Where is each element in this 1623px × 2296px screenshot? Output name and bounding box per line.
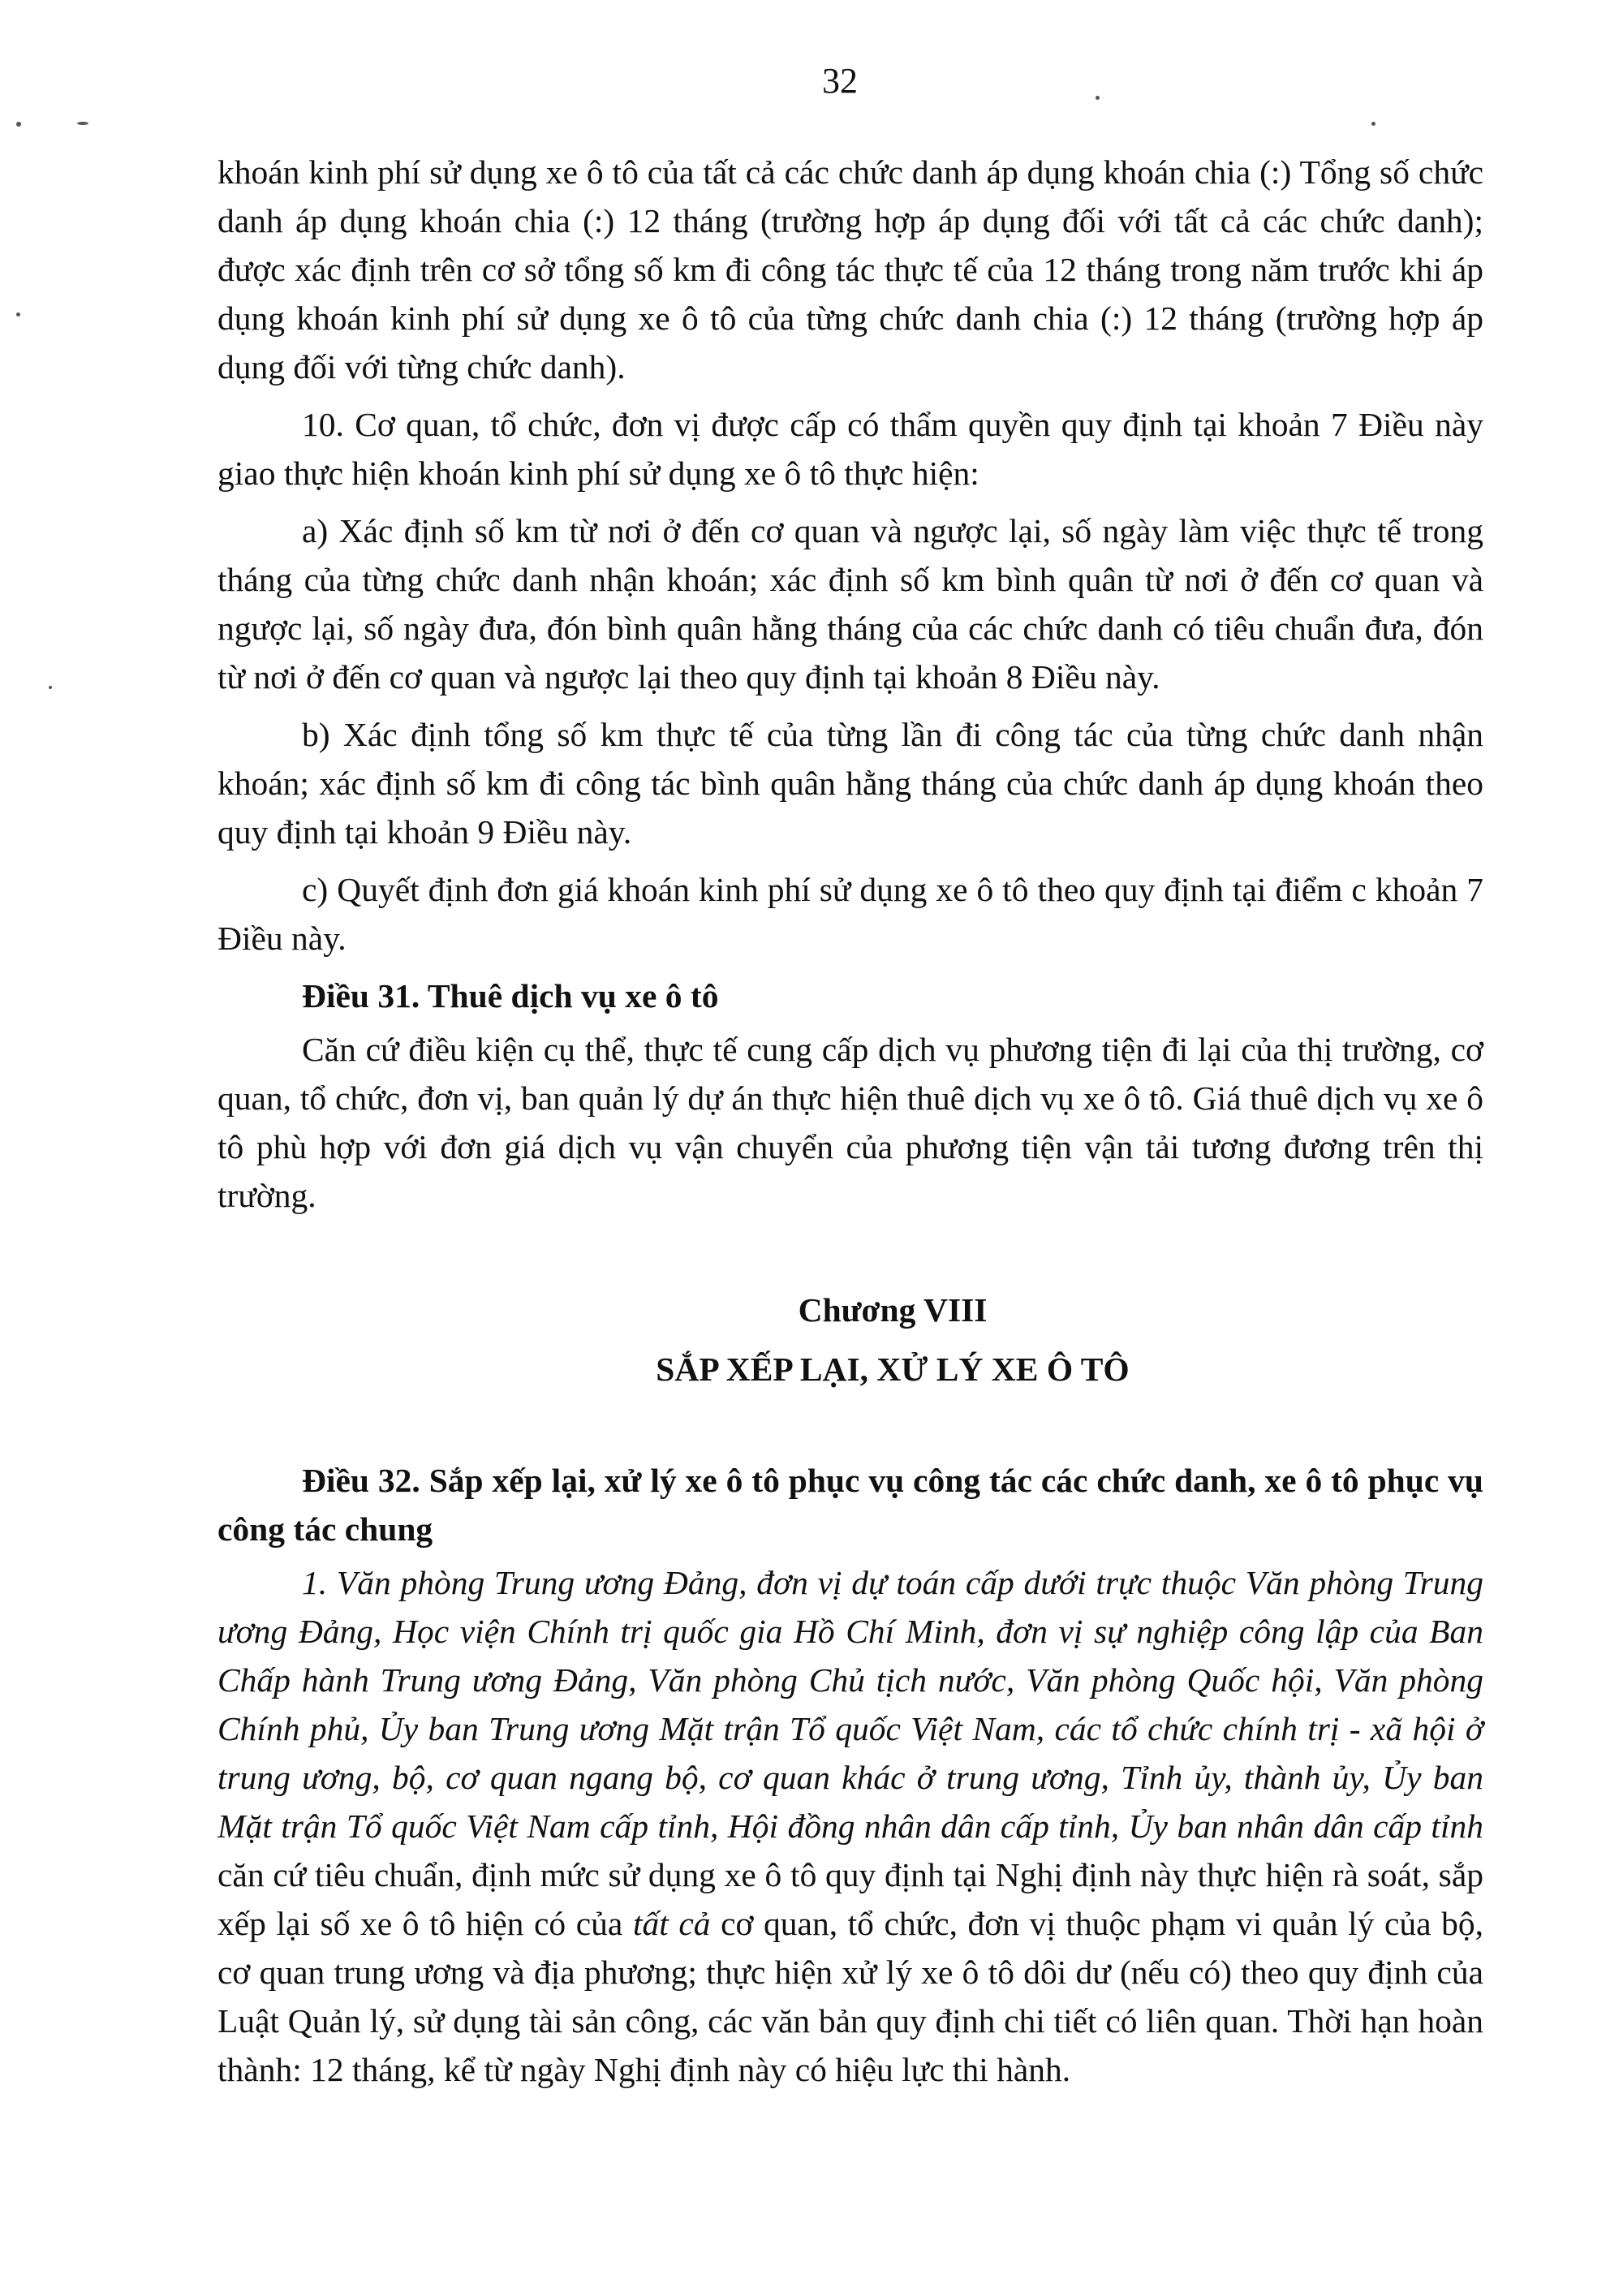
scan-speck [16,122,21,127]
paragraph-item-b: b) Xác định tổng số km thực tế của từng lần đi công tác của từng chức danh nhận khoán; xác định số km đi công tác bình quân hằng tháng của chức danh áp dụng khoán theo quy định tại khoản 9 Điều này. [217,716,1483,851]
article-32-title: Điều 32. Sắp xếp lại, xử lý xe ô tô phục vụ công tác các chức danh, xe ô tô phục vụ công tác chung [217,1462,1483,1548]
article-32-italic-part: 1. Văn phòng Trung ương Đảng, đơn vị dự toán cấp dưới trực thuộc Văn phòng Trung ương Đảng, Học viện Chính trị quốc gia Hồ Chí Minh, đơn vị sự nghiệp công lập của Ban Chấp hành Trung ương Đảng, Văn phòng Chủ tịch nước, Văn phòng Quốc hội, Văn phòng Chính phủ, Ủy ban Trung ương Mặt trận Tổ quốc Việt Nam, các tổ chức chính trị - xã hội ở trung ương, bộ, cơ quan ngang bộ, cơ quan khác ở trung ương, Tỉnh ủy, thành ủy, Ủy ban Mặt trận Tổ quốc Việt Nam cấp tỉnh, Hội đồng nhân dân cấp tỉnh, Ủy ban nhân dân cấp tỉnh [217,1564,1483,1845]
scan-speck [16,312,20,317]
chapter-title: SẮP XẾP LẠI, XỬ LÝ XE Ô TÔ [656,1350,1130,1388]
paragraph-item-10: 10. Cơ quan, tổ chức, đơn vị được cấp có thẩm quyền quy định tại khoản 7 Điều này giao thực hiện khoán kinh phí sử dụng xe ô tô thực hiện: [217,406,1483,492]
article-31-body: Căn cứ điều kiện cụ thể, thực tế cung cấp dịch vụ phương tiện đi lại của thị trường, cơ quan, tổ chức, đơn vị, ban quản lý dự án thực hiện thuê dịch vụ xe ô tô. Giá thuê dịch vụ xe ô tô phù hợp với đơn giá dịch vụ vận chuyển của phương tiện vận tải tương đương trên thị trường. [217,1031,1483,1214]
scan-speck [49,686,52,689]
chapter-label: Chương VIII [798,1291,988,1329]
article-32-paragraph-1 [217,1558,1483,2094]
document-body [217,148,1483,2103]
scan-speck [77,122,88,125]
chapter-heading [217,1285,1483,1394]
article-31-title: Điều 31. Thuê dịch vụ xe ô tô [302,977,719,1014]
page-number: 32 [822,61,858,101]
paragraph-continuation: khoán kinh phí sử dụng xe ô tô của tất cả các chức danh áp dụng khoán chia (:) Tổng số chức danh áp dụng khoán chia (:) 12 tháng (trường hợp áp dụng đối với tất cả các chức danh); được xác định trên cơ sở tổng số km đi công tác thực tế của 12 tháng trong năm trước khi áp dụng khoán kinh phí sử dụng xe ô tô của từng chức danh chia (:) 12 tháng (trường hợp áp dụng đối với từng chức danh). [217,153,1483,386]
paragraph-item-a: a) Xác định số km từ nơi ở đến cơ quan và ngược lại, số ngày làm việc thực tế trong tháng của từng chức danh nhận khoán; xác định số km bình quân từ nơi ở đến cơ quan và ngược lại, số ngày đưa, đón bình quân hằng tháng của các chức danh có tiêu chuẩn đưa, đón từ nơi ở đến cơ quan và ngược lại theo quy định tại khoản 8 Điều này. [217,512,1483,696]
scan-speck [1371,122,1375,126]
article-32-italic-emphasis: tất cả [632,1905,711,1942]
article-32-normal-part-b: cơ quan, tổ chức, đơn vị thuộc phạm vi quản lý của bộ, cơ quan trung ương và địa phương; thực hiện xử lý xe ô tô dôi dư (nếu có) theo quy định của Luật Quản lý, sử dụng tài sản công, các văn bản quy định chi tiết có liên quan. Thời hạn hoàn thành: 12 tháng, kể từ ngày Nghị định này có hiệu lực thi hành. [217,1905,1483,2088]
article-32-normal-part-a: căn cứ tiêu chuẩn, định mức sử dụng xe ô tô quy định tại Nghị định này thực hiện rà soát, sắp xếp lại số xe ô tô hiện có của [217,1856,1483,1942]
paragraph-item-c: c) Quyết định đơn giá khoán kinh phí sử dụng xe ô tô theo quy định tại điểm c khoản 7 Điều này. [217,871,1483,957]
